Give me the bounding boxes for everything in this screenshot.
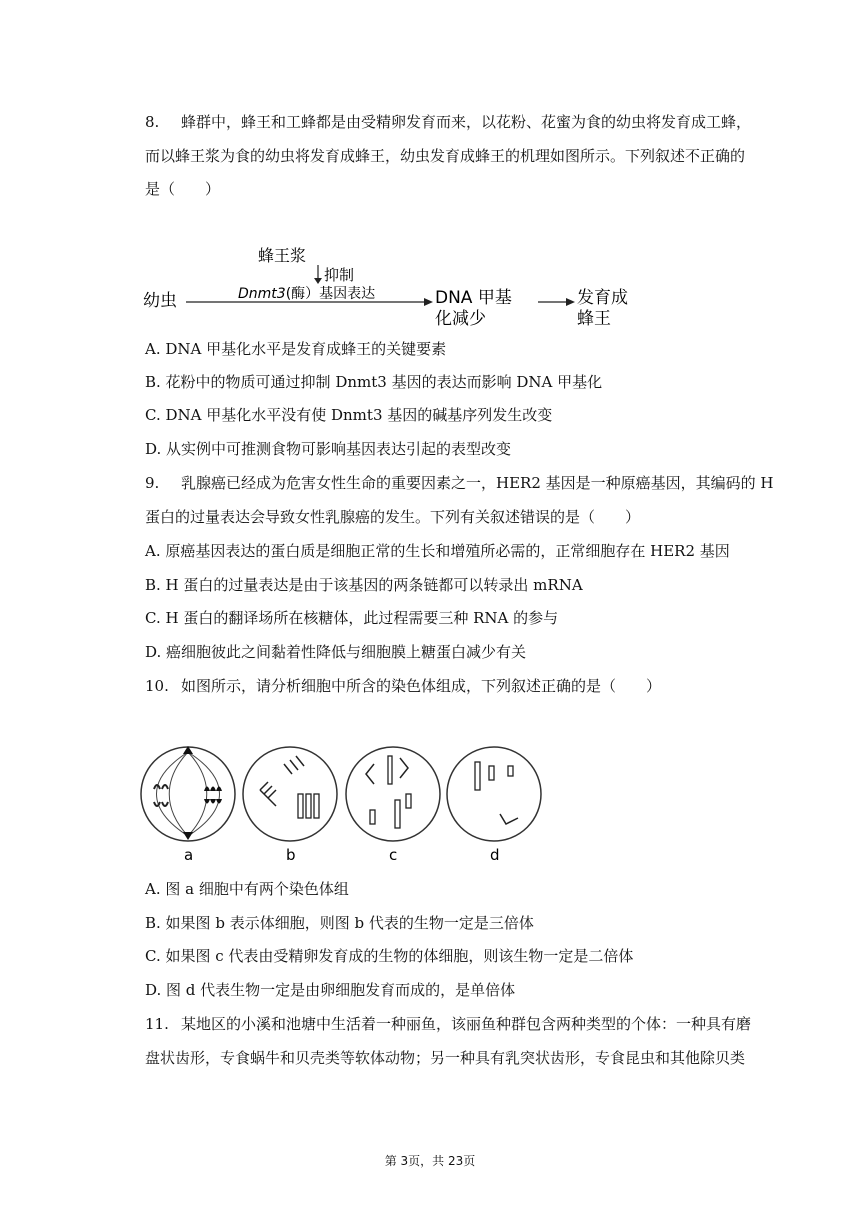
q8-option-d: D. 从实例中可推测食物可影响基因表达引起的表型改变 [145, 440, 512, 458]
methylation-label-2: 化减少 [435, 309, 486, 329]
q10-cell-diagrams [138, 744, 558, 868]
inhibit-label: 抑制 [324, 266, 355, 284]
q11-line2: 盘状齿形，专食蜗牛和贝壳类等软体动物；另一种具有乳突状齿形，专食昆虫和其他除贝类 [145, 1049, 746, 1067]
main-arrowhead [424, 298, 433, 306]
cell-label-d: d [490, 846, 500, 864]
q8-option-a: A. DNA 甲基化水平是发育成蜂王的关键要素 [145, 340, 447, 358]
q8-line2: 而以蜂王浆为食的幼虫将发育成蜂王，幼虫发育成蜂王的机理如图所示。下列叙述不正确的 [145, 147, 746, 165]
cell-label-b: b [286, 846, 296, 864]
q8-number: 8. [145, 113, 160, 131]
develop-arrowhead [566, 298, 575, 306]
q9-line2: 蛋白的过量表达会导致女性乳腺癌的发生。下列有关叙述错误的是（ ） [145, 508, 641, 526]
methylation-label-1: DNA 甲基 [435, 288, 512, 308]
q11-number: 11. [145, 1015, 169, 1033]
q10-number: 10. [145, 677, 169, 695]
cell-a [141, 746, 235, 841]
inhibit-arrowhead [314, 278, 322, 284]
q9-line1: 9. 乳腺癌已经成为危害女性生命的重要因素之一，HER2 基因是一种原癌基因，其编码的 H [145, 474, 774, 492]
cell-d [447, 747, 541, 841]
q8-mechanism-diagram [140, 240, 660, 330]
q10-option-c: C. 如果图 c 代表由受精卵发育成的生物的体细胞，则该生物一定是二倍体 [145, 947, 634, 965]
develop-label-2: 蜂王 [577, 309, 611, 329]
develop-label-1: 发育成 [577, 288, 628, 308]
page-footer: 第 3页，共 23页 [384, 1154, 476, 1168]
q10-line1: 10. 如图所示，请分析细胞中所含的染色体组成，下列叙述正确的是（ ） [145, 677, 662, 695]
gene-expression-label: Dnmt3(酶）基因表达 [238, 286, 376, 302]
cell-label-c: c [389, 846, 398, 864]
q9-option-c: C. H 蛋白的翻译场所在核糖体，此过程需要三种 RNA 的参与 [145, 609, 559, 627]
larva-label: 幼虫 [143, 291, 177, 311]
q8-line3: 是（ ） [145, 180, 221, 198]
q11-line1: 11. 某地区的小溪和池塘中生活着一种丽鱼，该丽鱼种群包含两种类型的个体：一种具有磨 [145, 1015, 752, 1033]
royal-jelly-label: 蜂王浆 [258, 246, 307, 265]
cell-label-a: a [184, 846, 194, 864]
q9-option-b: B. H 蛋白的过量表达是由于该基因的两条链都可以转录出 mRNA [145, 576, 583, 594]
q10-option-a: A. 图 a 细胞中有两个染色体组 [145, 880, 349, 898]
q10-option-d: D. 图 d 代表生物一定是由卵细胞发育而成的，是单倍体 [145, 981, 516, 999]
cell-c [346, 747, 440, 841]
q10-option-b: B. 如果图 b 表示体细胞，则图 b 代表的生物一定是三倍体 [145, 914, 534, 932]
q8-line1: 8. 蜂群中，蜂王和工蜂都是由受精卵发育而来，以花粉、花蜜为食的幼虫将发育成工蜂， [145, 113, 752, 131]
q8-option-c: C. DNA 甲基化水平没有使 Dnmt3 基因的碱基序列发生改变 [145, 406, 553, 424]
cell-b [243, 747, 337, 841]
q9-option-a: A. 原癌基因表达的蛋白质是细胞正常的生长和增殖所必需的，正常细胞存在 HER2 基因 [145, 542, 730, 560]
q9-option-d: D. 癌细胞彼此之间黏着性降低与细胞膜上糖蛋白减少有关 [145, 643, 527, 661]
q9-number: 9. [145, 474, 160, 492]
q8-option-b: B. 花粉中的物质可通过抑制 Dnmt3 基因的表达而影响 DNA 甲基化 [145, 373, 603, 391]
